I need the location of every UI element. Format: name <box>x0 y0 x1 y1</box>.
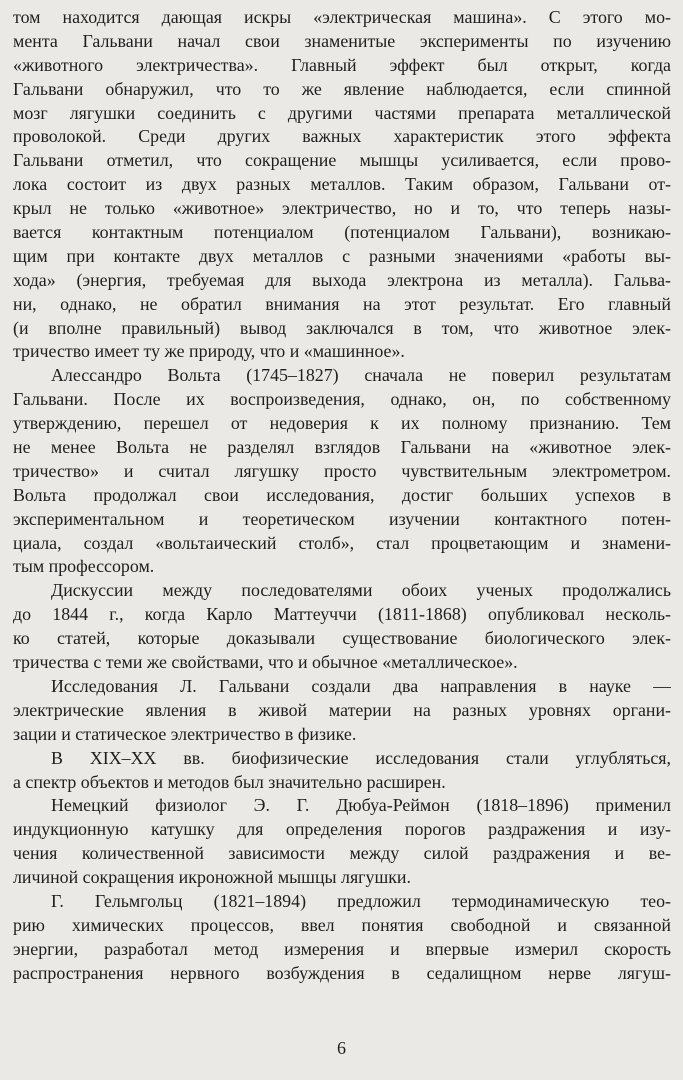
text-line: щим при контакте двух металлов с разными значениями «работы вы- <box>13 245 671 266</box>
text-line: ни, однако, не обратил внимания на этот результат. Его главный <box>13 293 671 314</box>
text-line: распространения нервного возбуждения в седалищном нерве лягуш- <box>13 962 671 983</box>
text-line: мозг лягушки соединить с другими частями препарата металлической <box>13 102 671 123</box>
text-line: зации и статическое электричество в физике. <box>13 723 357 744</box>
text-line: электрические явления в живой материи на разных уровнях органи- <box>13 699 671 720</box>
text-line: Гальвани отметил, что сокращение мышцы усиливается, если прово- <box>13 150 671 171</box>
text-line: экспериментальном и теоретическом изучении контактного потен- <box>13 508 671 529</box>
text-line: рию химических процессов, ввел понятия свободной и связанной <box>13 914 671 935</box>
text-line: не менее Вольта не разделял взглядов Гальвани на «животное элек- <box>13 437 671 458</box>
text-line: Алессандро Вольта (1745–1827) сначала не поверил результатам <box>51 365 671 386</box>
text-line: тричество имеет ту же природу, что и «машинное». <box>13 341 405 362</box>
text-line: ко статей, которые доказывали существование биологического элек- <box>13 628 671 649</box>
text-line: том находится дающая искры «электрическая машина». С этого мо- <box>13 7 671 27</box>
text-line: Дискуссии между последователями обоих ученых продолжались <box>51 580 671 601</box>
text-line: (и вполне правильный) вывод заключался в том, что животное элек- <box>13 317 671 338</box>
text-line: Гальвани обнаружил, что то же явление наблюдается, если спинной <box>13 78 671 99</box>
text-line: Г. Гельмгольц (1821–1894) предложил термодинамическую тео- <box>51 890 671 911</box>
text-line: Гальвани. После их воспроизведения, однако, он, по собственному <box>13 389 671 410</box>
text-line: крыл не только «животное» электричество, но и то, что теперь назы- <box>13 198 671 219</box>
text-line: энергии, разработал метод измерения и впервые измерил скорость <box>13 938 671 959</box>
text-line: до 1844 г., когда Карло Маттеуччи (1811-1868) опубликовал несколь- <box>13 604 671 625</box>
text-line: лока состоит из двух разных металлов. Таким образом, Гальвани от- <box>13 174 671 195</box>
text-line: а спектр объектов и методов был значительно расширен. <box>13 771 446 792</box>
text-line: тричество» и считал лягушку просто чувствительным электрометром. <box>13 460 671 481</box>
text-line: чения количественной зависимости между силой раздражения и ве- <box>13 843 671 864</box>
text-line: утверждению, перешел от недоверия к их полному признанию. Тем <box>13 413 671 434</box>
text-line: Немецкий физиолог Э. Г. Дюбуа-Реймон (1818–1896) применил <box>51 795 671 816</box>
text-line: хода» (энергия, требуемая для выхода электрона из металла). Гальва- <box>13 269 671 290</box>
text-line: Вольта продолжал свои исследования, достиг больших успехов в <box>13 484 671 505</box>
text-line: тым профессором. <box>13 556 155 577</box>
text-line: «животного электричества». Главный эффект был открыт, когда <box>13 54 671 75</box>
text-line: Исследования Л. Гальвани создали два направления в науке — <box>51 675 671 696</box>
text-line: мента Гальвани начал свои знаменитые эксперименты по изучению <box>13 30 671 51</box>
text-line: личиной сокращения икроножной мышцы лягушки. <box>13 867 411 888</box>
page-number: 6 <box>337 1038 346 1058</box>
text-line: циала, создал «вольтаический столб», стал процветающим и знамени- <box>13 532 671 553</box>
text-line: В XIX–XX вв. биофизические исследования стали углубляться, <box>51 747 671 768</box>
text-line: проволокой. Среди других важных характеристик этого эффекта <box>13 126 671 147</box>
text-line: тричества с теми же свойствами, что и обычное «металлическое». <box>13 652 518 673</box>
text-line: вается контактным потенциалом (потенциалом Гальвани), возникаю- <box>13 222 671 243</box>
text-line: индукционную катушку для определения порогов раздражения и изу- <box>13 819 671 840</box>
body-text <box>13 6 671 986</box>
